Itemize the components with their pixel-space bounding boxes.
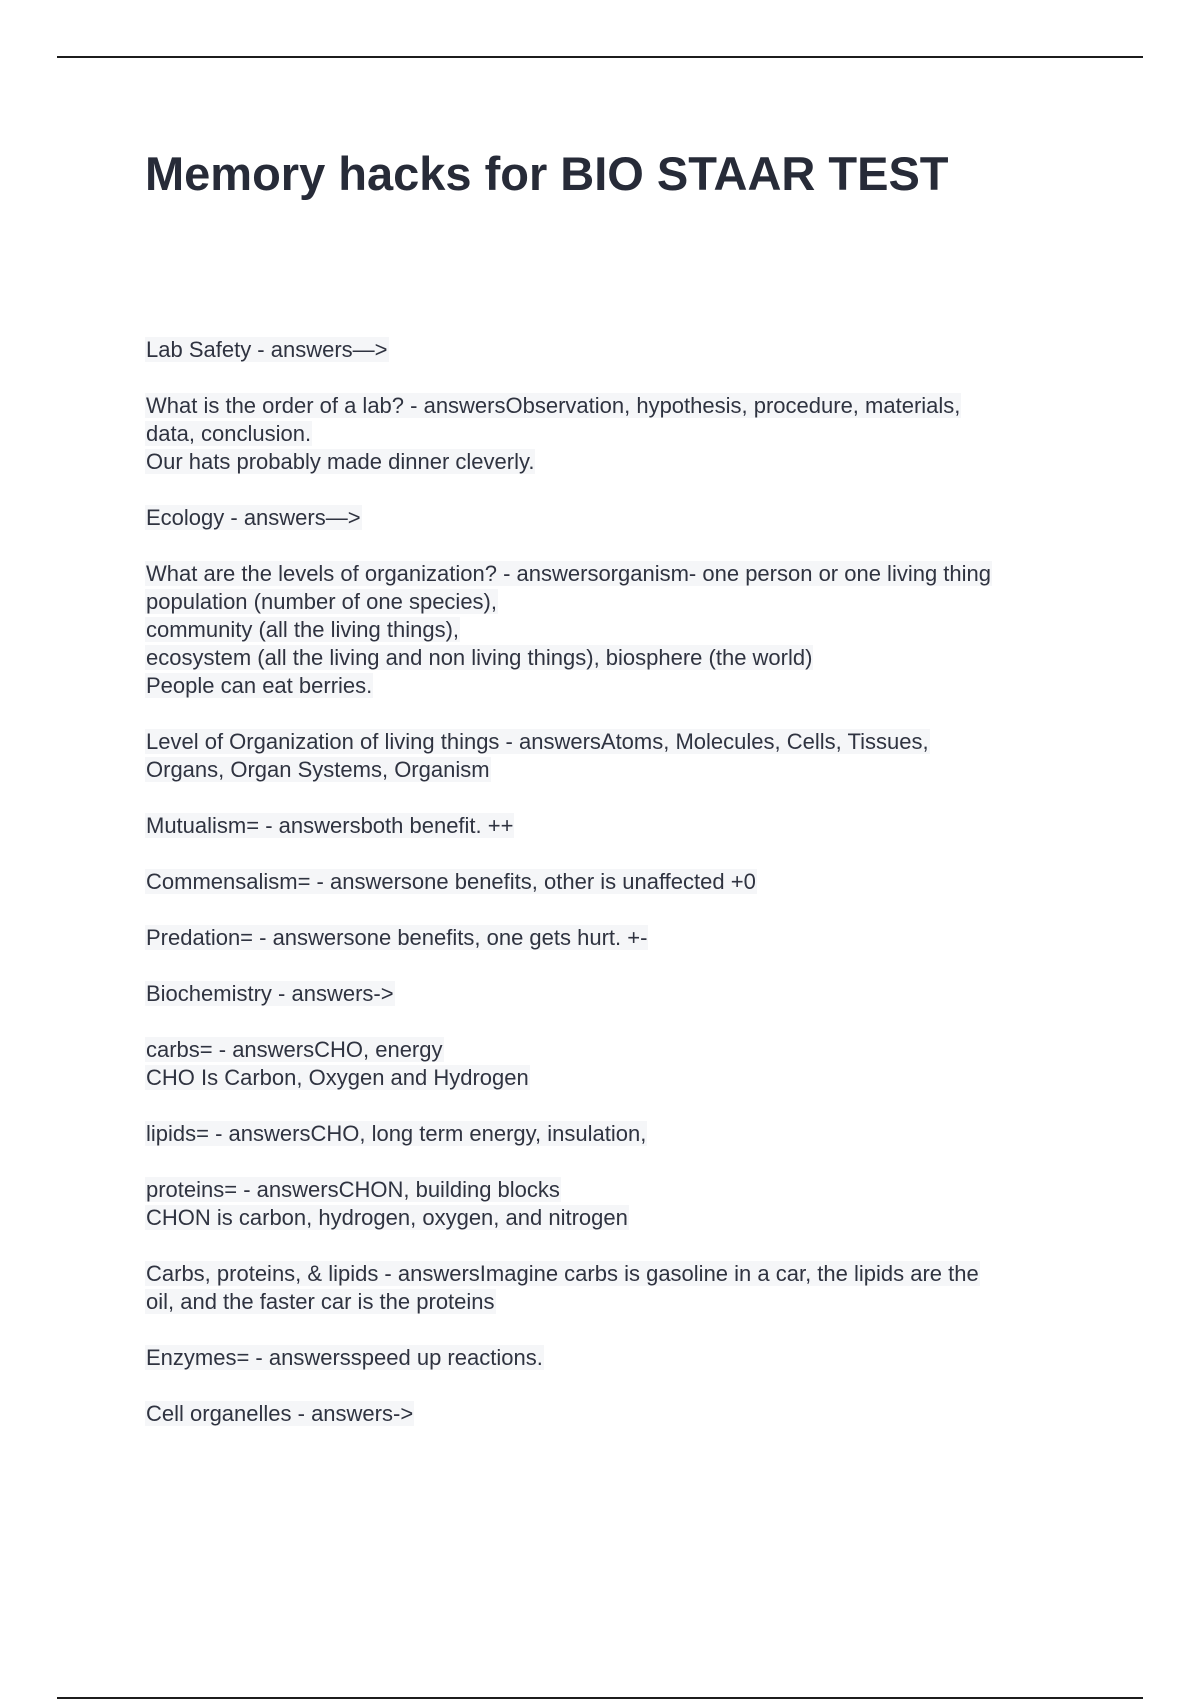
qa-entry (145, 1120, 1095, 1148)
entry-text: oil, and the faster car is the proteins (146, 1289, 495, 1314)
entry-line (145, 1400, 1095, 1428)
entry-text: Predation= - answersone benefits, one gets hurt. +- (146, 925, 648, 950)
entry-line (145, 504, 1095, 532)
entry-line (145, 588, 1095, 616)
entry-line (145, 448, 1095, 476)
entry-text: data, conclusion. (146, 421, 312, 446)
qa-entry (145, 336, 1095, 364)
entry-line (145, 1064, 1095, 1092)
entry-text: Ecology - answers—> (146, 505, 361, 530)
entry-line (145, 756, 1095, 784)
entry-text: What is the order of a lab? - answersObservation, hypothesis, procedure, materials, (146, 393, 961, 418)
bottom-rule (57, 1697, 1143, 1699)
entry-line (145, 1204, 1095, 1232)
entry-line (145, 560, 1095, 588)
entry-text: carbs= - answersCHO, energy (146, 1037, 443, 1062)
entry-line (145, 924, 1095, 952)
entry-text: What are the levels of organization? - answersorganism- one person or one living thing (146, 561, 992, 586)
entry-line (145, 616, 1095, 644)
entry-text: Biochemistry - answers-> (146, 981, 394, 1006)
entry-line (145, 728, 1095, 756)
entry-text: Our hats probably made dinner cleverly. (146, 449, 535, 474)
entry-text: Organs, Organ Systems, Organism (146, 757, 490, 782)
entry-line (145, 392, 1095, 420)
entry-text: Enzymes= - answersspeed up reactions. (146, 1345, 543, 1370)
qa-entry (145, 868, 1095, 896)
entry-line (145, 980, 1095, 1008)
top-rule (57, 56, 1143, 58)
entry-line (145, 672, 1095, 700)
entry-text: Lab Safety - answers—> (146, 337, 388, 362)
qa-entry (145, 1344, 1095, 1372)
entry-line (145, 812, 1095, 840)
qa-entry (145, 392, 1095, 476)
entry-text: community (all the living things), (146, 617, 460, 642)
entry-text: lipids= - answersCHO, long term energy, insulation, (146, 1121, 647, 1146)
entry-text: Level of Organization of living things - answersAtoms, Molecules, Cells, Tissues, (146, 729, 929, 754)
qa-entry (145, 728, 1095, 784)
entry-text: CHON is carbon, hydrogen, oxygen, and nitrogen (146, 1205, 628, 1230)
entry-text: Commensalism= - answersone benefits, other is unaffected +0 (146, 869, 756, 894)
entry-line (145, 868, 1095, 896)
entry-line (145, 1176, 1095, 1204)
qa-entry (145, 1176, 1095, 1232)
entry-line (145, 1120, 1095, 1148)
entry-line (145, 1036, 1095, 1064)
entry-text: proteins= - answersCHON, building blocks (146, 1177, 560, 1202)
qa-entry (145, 924, 1095, 952)
entry-text: Mutualism= - answersboth benefit. ++ (146, 813, 514, 838)
entry-line (145, 644, 1095, 672)
entry-line (145, 336, 1095, 364)
entry-text: Carbs, proteins, & lipids - answersImagine carbs is gasoline in a car, the lipids are the (146, 1261, 979, 1286)
entry-text: CHO Is Carbon, Oxygen and Hydrogen (146, 1065, 529, 1090)
document-content (145, 336, 1095, 1456)
entry-line (145, 1288, 1095, 1316)
entry-line (145, 420, 1095, 448)
qa-entry (145, 812, 1095, 840)
qa-entry (145, 1400, 1095, 1428)
document-title: Memory hacks for BIO STAAR TEST (145, 147, 949, 200)
entry-text: population (number of one species), (146, 589, 497, 614)
qa-entry (145, 1036, 1095, 1092)
entry-text: People can eat berries. (146, 673, 373, 698)
qa-entry (145, 1260, 1095, 1316)
entry-text: ecosystem (all the living and non living things), biosphere (the world) (146, 645, 813, 670)
entry-text: Cell organelles - answers-> (146, 1401, 414, 1426)
qa-entry (145, 504, 1095, 532)
entry-line (145, 1260, 1095, 1288)
qa-entry (145, 560, 1095, 700)
qa-entry (145, 980, 1095, 1008)
entry-line (145, 1344, 1095, 1372)
